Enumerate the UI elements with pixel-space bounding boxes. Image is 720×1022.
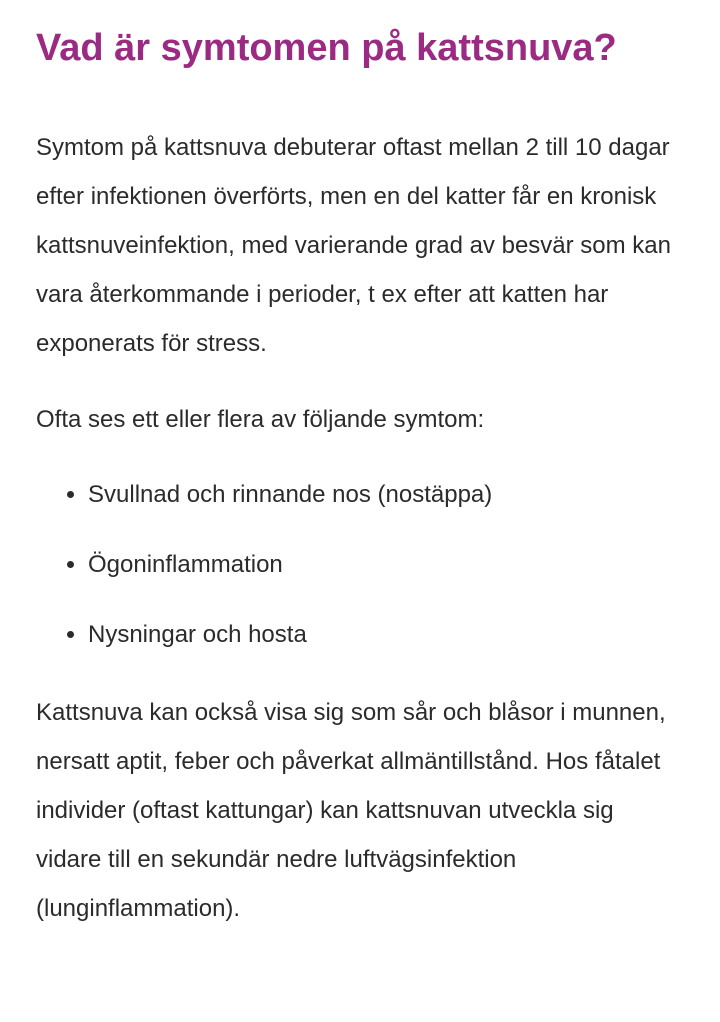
list-item: • Svullnad och rinnande nos (nostäppa) — [88, 478, 684, 512]
list-item: • Ögoninflammation — [88, 548, 684, 582]
symptom-list — [36, 478, 684, 652]
intro-paragraph: Symtom på kattsnuva debuterar oftast mellan 2 till 10 dagar efter infektionen överförts, men en del katter får en kronisk kattsnuveinfektion, med varierande grad av besvär som kan vara återkommande i perioder, t ex efter att katten har exponerats för stress. — [36, 134, 672, 357]
list-item: • Nysningar och hosta — [88, 618, 684, 652]
page-title: Vad är symtomen på kattsnuva? — [36, 27, 617, 69]
closing-paragraph: Kattsnuva kan också visa sig som sår och blåsor i munnen, nersatt aptit, feber och påverkat allmäntillstånd. Hos fåtalet individer (oftast kattungar) kan kattsnuvan utveckla sig vidare till en sekundär nedre luftvägsinfektion (lunginflammation). — [36, 699, 666, 922]
symptoms-intro: Ofta ses ett eller flera av följande symtom: — [36, 406, 485, 433]
